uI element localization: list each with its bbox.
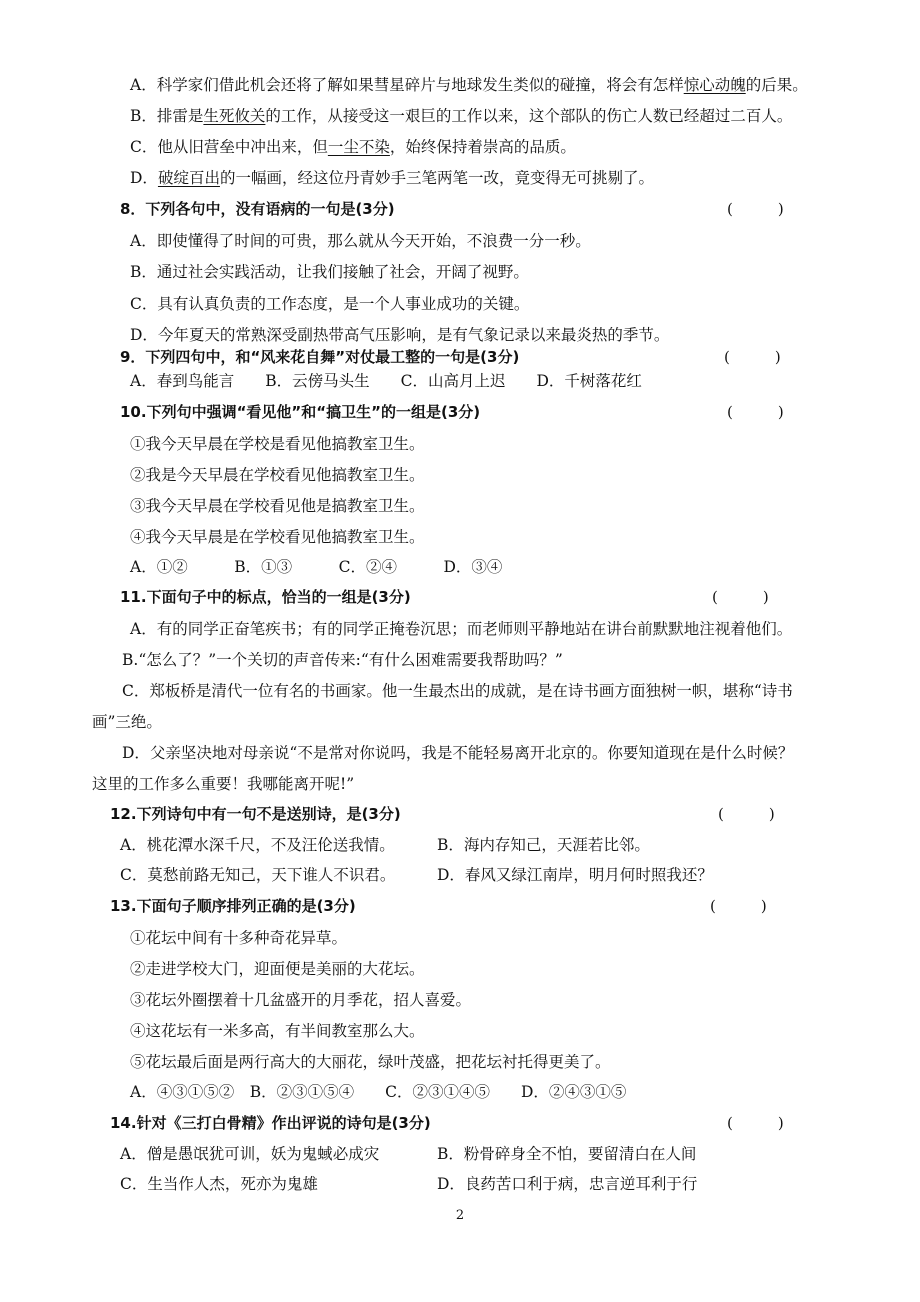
q8-answer-bracket[interactable]: ( ) xyxy=(727,200,784,218)
q10-options: A．①② B．①③ C．②④ D．③④ xyxy=(130,558,503,576)
q13-stem: 13.下面句子顺序排列正确的是(3分) xyxy=(110,897,356,915)
q11-option-c-line2: 画”三绝。 xyxy=(92,713,162,731)
q12-option-d: D．春风又绿江南岸，明月何时照我还？ xyxy=(437,866,713,884)
q10-sentence-1: ①我今天早晨在学校是看见他搞教室卫生。 xyxy=(130,435,425,453)
q7-option-d-text-end: 的一幅画，经这位丹青妙手三笔两笔一改，竟变得无可挑剔了。 xyxy=(219,169,654,187)
q11-option-d-line1: D．父亲坚决地对母亲说“不是常对你说吗，我是不能轻易离开北京的。你要知道现在是什么时候？ xyxy=(122,744,794,762)
q8-option-b: B．通过社会实践活动，让我们接触了社会，开阔了视野。 xyxy=(130,263,529,281)
q13-sentence-5: ⑤花坛最后面是两行高大的大丽花，绿叶茂盛，把花坛衬托得更美了。 xyxy=(130,1053,611,1071)
q10-sentence-4: ④我今天早晨是在学校看见他搞教室卫生。 xyxy=(130,528,425,546)
q7-option-a-text: A．科学家们借此机会还将了解如果彗星碎片与地球发生类似的碰撞，将会有怎样 xyxy=(130,76,684,94)
q10-answer-bracket[interactable]: ( ) xyxy=(727,403,784,421)
q7-option-b-text-end: 的工作，从接受这一艰巨的工作以来，这个部队的伤亡人数已经超过二百人。 xyxy=(265,107,793,125)
q12-answer-bracket[interactable]: ( ) xyxy=(718,805,775,823)
q10-sentence-2: ②我是今天早晨在学校看见他搞教室卫生。 xyxy=(130,466,425,484)
q11-answer-bracket[interactable]: ( ) xyxy=(712,588,769,606)
q9-options: A．春到鸟能言 B．云傍马头生 C．山高月上迟 D．千树落花红 xyxy=(130,372,642,390)
q7-option-c xyxy=(130,136,576,158)
q9-stem: 9．下列四句中，和“风来花自舞”对仗最工整的一句是(3分) xyxy=(120,348,520,366)
q10-sentence-3: ③我今天早晨在学校看见他是搞教室卫生。 xyxy=(130,497,425,515)
q7-option-a xyxy=(130,74,808,96)
q7-option-c-text: C．他从旧营垒中冲出来，但 xyxy=(130,138,328,156)
q11-option-a: A．有的同学正奋笔疾书；有的同学正掩卷沉思；而老师则平静地站在讲台前默默地注视着他们。 xyxy=(130,620,793,638)
q13-sentence-2: ②走进学校大门，迎面便是美丽的大花坛。 xyxy=(130,960,425,978)
q7-option-d-text: D． xyxy=(130,169,158,187)
q12-stem: 12.下列诗句中有一句不是送别诗，是(3分) xyxy=(110,805,401,823)
q7-option-a-underlined: 惊心动魄 xyxy=(683,76,746,94)
q8-option-d: D．今年夏天的常熟深受副热带高气压影响，是有气象记录以来最炎热的季节。 xyxy=(130,326,670,344)
q14-option-d: D．良药苦口利于病，忠言逆耳利于行 xyxy=(437,1175,698,1193)
q7-option-b-underlined: 生死攸关 xyxy=(203,107,266,125)
q11-option-b: B.“怎么了？”一个关切的声音传来:“有什么困难需要我帮助吗？” xyxy=(122,651,563,669)
q12-option-c: C．莫愁前路无知己，天下谁人不识君。 xyxy=(120,866,396,884)
q14-option-a: A．僧是愚氓犹可训，妖为鬼蜮必成灾 xyxy=(120,1145,380,1163)
q11-option-d-line2: 这里的工作多么重要！我哪能离开呢!” xyxy=(92,775,355,793)
q13-sentence-4: ④这花坛有一米多高，有半间教室那么大。 xyxy=(130,1022,425,1040)
q7-option-b xyxy=(130,105,792,127)
q14-option-b: B．粉骨碎身全不怕，要留清白在人间 xyxy=(437,1145,697,1163)
page-number: 2 xyxy=(455,1208,465,1223)
q8-option-a: A．即使懂得了时间的可贵，那么就从今天开始，不浪费一分一秒。 xyxy=(130,232,591,250)
q13-answer-bracket[interactable]: ( ) xyxy=(710,897,767,915)
q10-stem: 10.下列句中强调“看见他”和“搞卫生”的一组是(3分) xyxy=(120,403,481,421)
q11-option-c-line1: C．郑板桥是清代一位有名的书画家。他一生最杰出的成就，是在诗书画方面独树一帜，堪称“诗书 xyxy=(122,682,793,700)
q14-answer-bracket[interactable]: ( ) xyxy=(727,1114,784,1132)
q14-option-c: C．生当作人杰，死亦为鬼雄 xyxy=(120,1175,318,1193)
q12-option-a: A．桃花潭水深千尺，不及汪伦送我情。 xyxy=(120,836,395,854)
q7-option-d xyxy=(130,167,654,189)
q7-option-d-underlined: 破绽百出 xyxy=(157,169,220,187)
q7-option-c-underlined: 一尘不染 xyxy=(327,138,390,156)
q13-sentence-1: ①花坛中间有十多种奇花异草。 xyxy=(130,929,348,947)
q7-option-a-text-end: 的后果。 xyxy=(745,76,808,94)
q8-option-c: C．具有认真负责的工作态度，是一个人事业成功的关键。 xyxy=(130,295,530,313)
q13-options: A．④③①⑤② B．②③①⑤④ C．②③①④⑤ D．②④③①⑤ xyxy=(130,1083,627,1101)
q7-option-b-text: B．排雷是 xyxy=(130,107,204,125)
q7-option-c-text-end: ，始终保持着崇高的品质。 xyxy=(389,138,576,156)
q12-option-b: B．海内存知己，天涯若比邻。 xyxy=(437,836,650,854)
q14-stem: 14.针对《三打白骨精》作出评说的诗句是(3分) xyxy=(110,1114,431,1132)
q13-sentence-3: ③花坛外圈摆着十几盆盛开的月季花，招人喜爱。 xyxy=(130,991,472,1009)
q9-answer-bracket[interactable]: ( ) xyxy=(724,348,781,366)
q11-stem: 11.下面句子中的标点，恰当的一组是(3分) xyxy=(120,588,411,606)
q8-stem: 8．下列各句中，没有语病的一句是(3分) xyxy=(120,200,395,218)
